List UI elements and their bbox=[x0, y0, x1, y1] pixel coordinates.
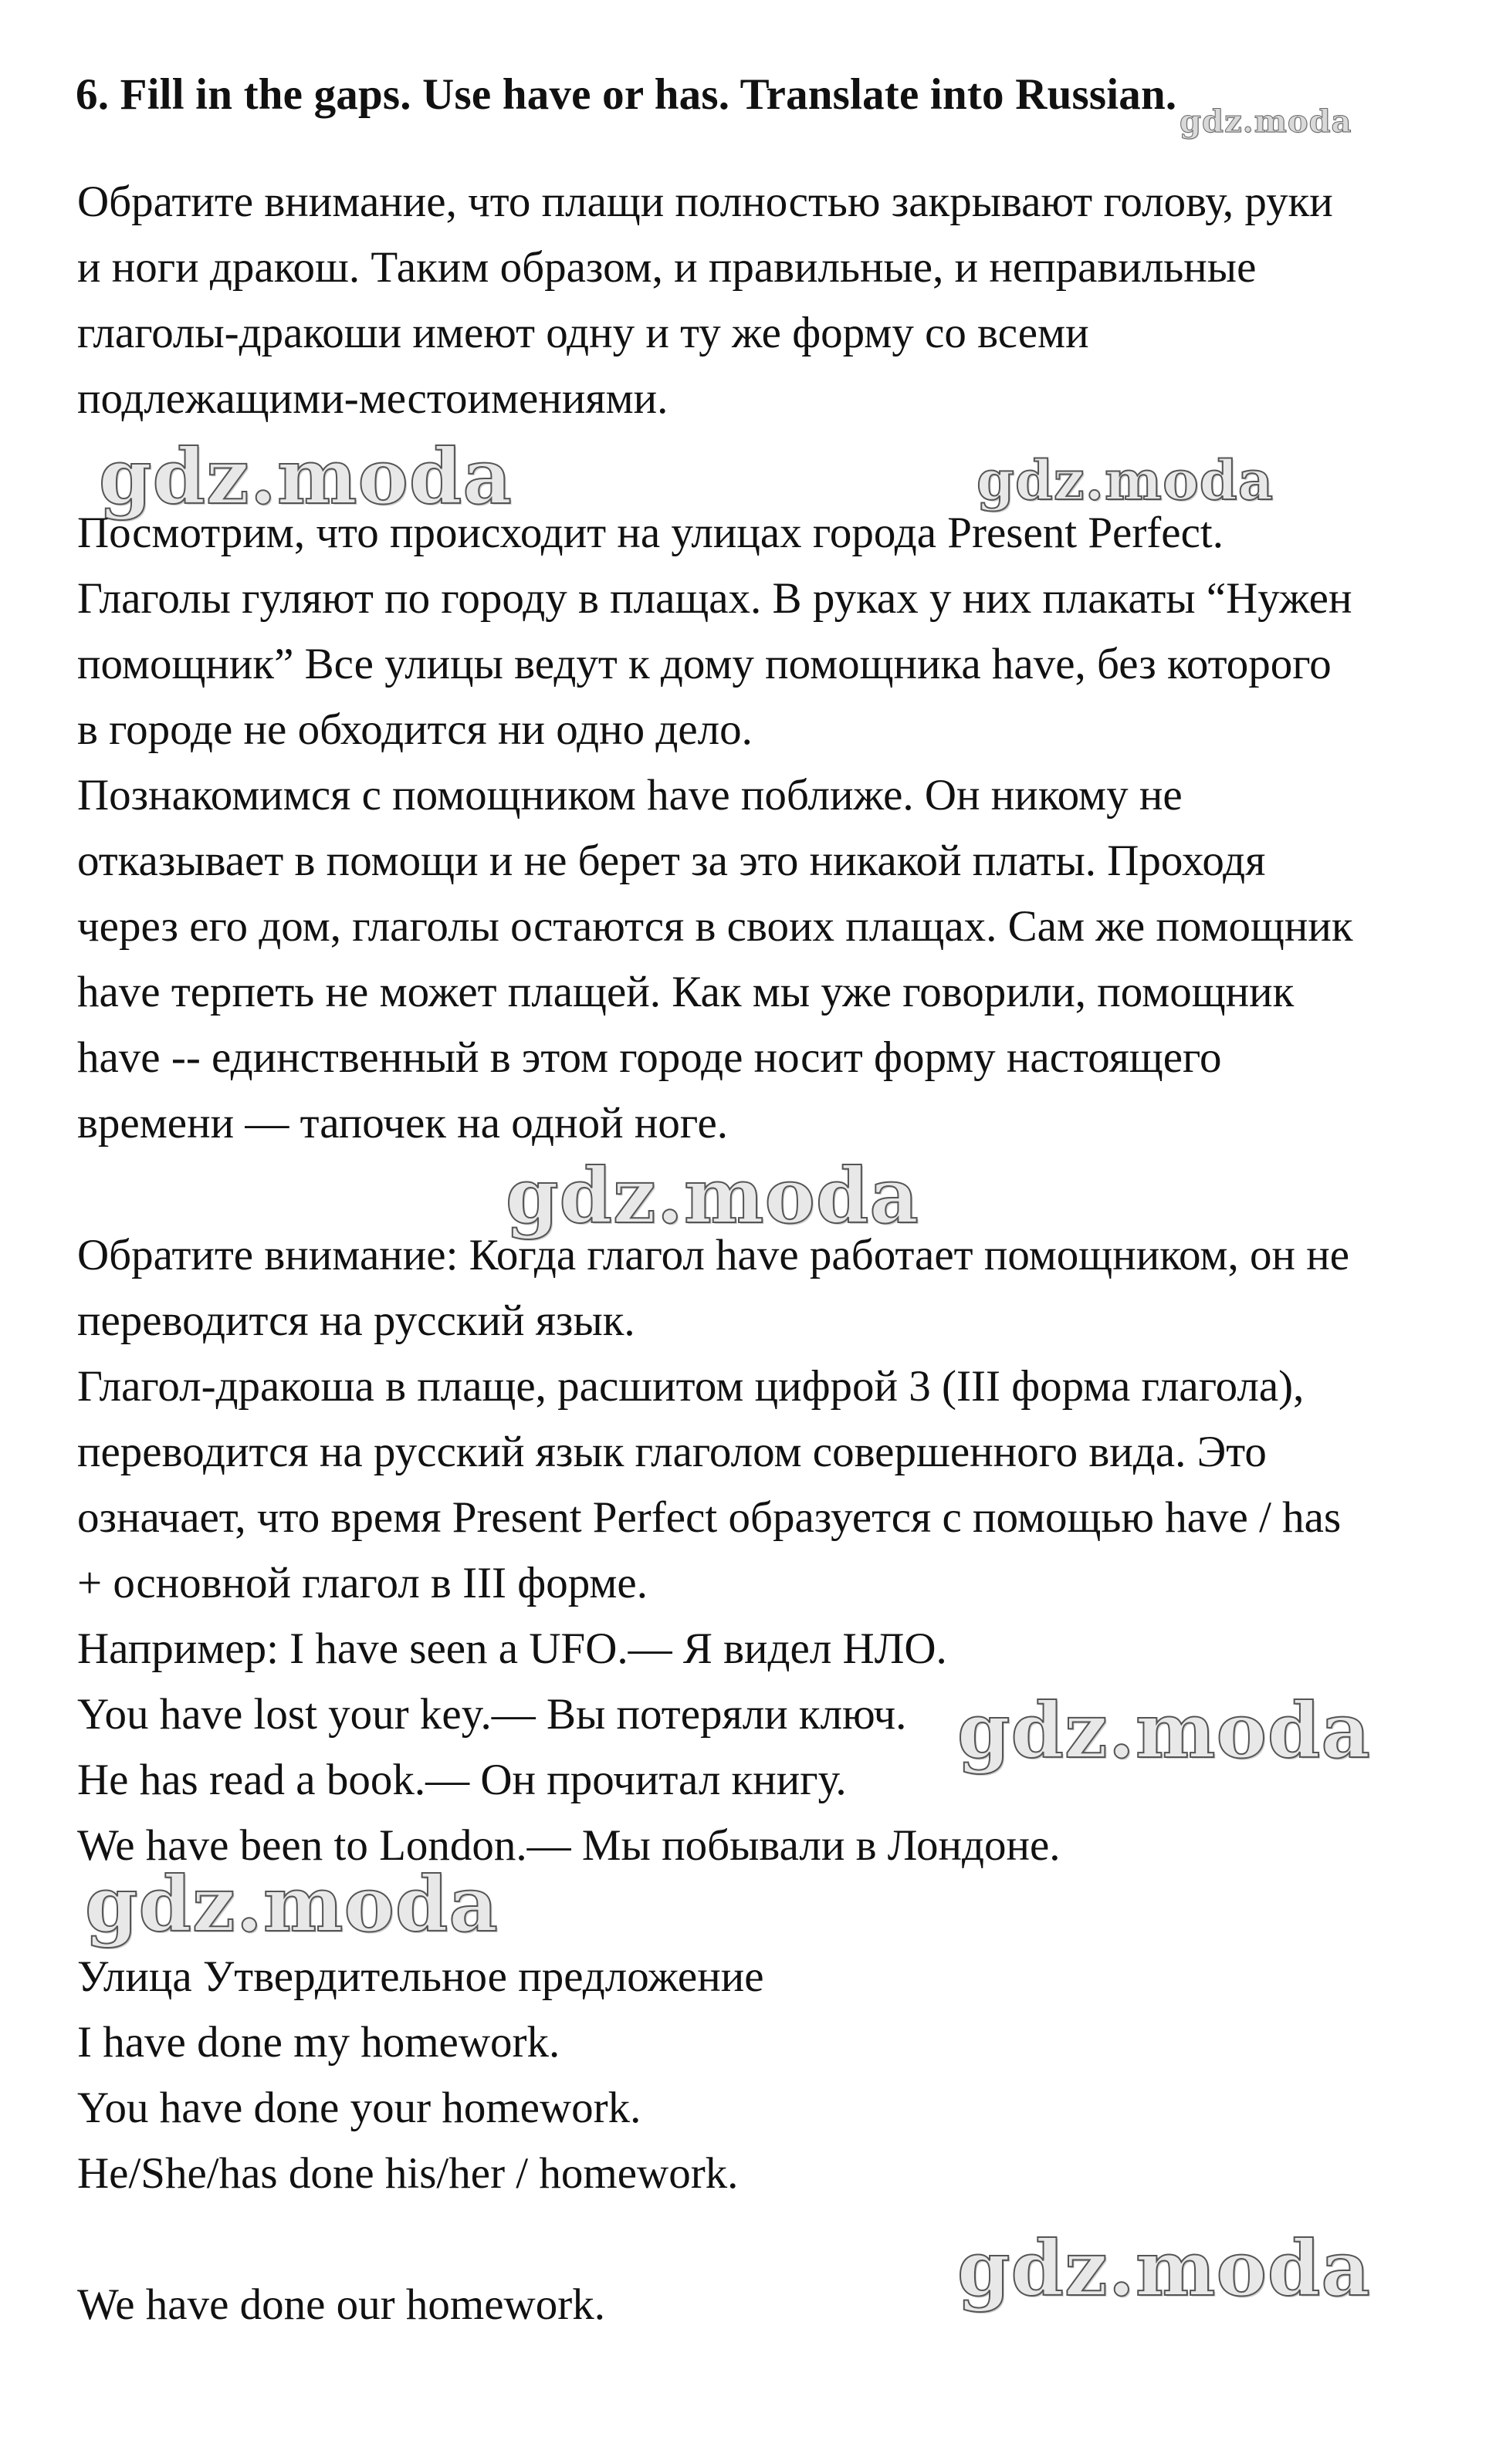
text-line: Например: I have seen a UFO.— Я видел НЛО. bbox=[77, 1624, 947, 1673]
text-line: переводится на русский язык глаголом совершенного вида. Это bbox=[77, 1428, 1267, 1476]
watermark: gdz.moda bbox=[976, 448, 1274, 512]
text-line: времени — тапочек на одной ноге. bbox=[77, 1099, 729, 1148]
text-line: have терпеть не может плащей. Как мы уже говорили, помощник bbox=[77, 968, 1295, 1016]
watermark: gdz.moda bbox=[1180, 103, 1352, 140]
text-line: переводится на русский язык. bbox=[77, 1296, 635, 1345]
text-line: помощник” Все улицы ведут к дому помощника have, без которого bbox=[77, 640, 1332, 688]
text-line: Глагол-дракоша в плаще, расшитом цифрой 3 (III форма глагола), bbox=[77, 1362, 1305, 1411]
text-line: I have done my homework. bbox=[77, 2018, 560, 2067]
text-line: в городе не обходится ни одно дело. bbox=[77, 705, 753, 754]
text-line: Глаголы гуляют по городу в плащах. В руках у них плакаты “Нужен bbox=[77, 574, 1352, 623]
text-line: Улица Утвердительное предложение bbox=[77, 1952, 764, 2001]
watermark: gdz.moda bbox=[957, 2225, 1371, 2314]
text-line: Обратите внимание: Когда глагол have работает помощником, он не bbox=[77, 1231, 1350, 1279]
text-line: Обратите внимание, что плащи полностью закрывают голову, руки bbox=[77, 177, 1333, 226]
text-line: + основной глагол в III форме. bbox=[77, 1559, 648, 1607]
text-line: подлежащими-местоимениями. bbox=[77, 374, 668, 423]
text-line: He/She/has done his/her / homework. bbox=[77, 2149, 739, 2198]
watermark: gdz.moda bbox=[99, 433, 513, 522]
text-line: have -- единственный в этом городе носит форму настоящего bbox=[77, 1033, 1222, 1082]
text-line: через его дом, глаголы остаются в своих плащах. Сам же помощник bbox=[77, 902, 1353, 951]
watermark: gdz.moda bbox=[85, 1861, 499, 1949]
text-line: We have been to London.— Мы побывали в Лондоне. bbox=[77, 1821, 1061, 1870]
watermark: gdz.moda bbox=[506, 1152, 919, 1241]
text-line: You have lost your key.— Вы потеряли ключ. bbox=[77, 1690, 907, 1739]
text-line: You have done your homework. bbox=[77, 2084, 641, 2132]
text-line: и ноги дракош. Таким образом, и правильные, и неправильные bbox=[77, 243, 1257, 292]
watermark: gdz.moda bbox=[957, 1687, 1371, 1776]
text-line: We have done our homework. bbox=[77, 2280, 605, 2329]
text-line: Посмотрим, что происходит на улицах города Present Perfect. bbox=[77, 509, 1224, 557]
text-line: глаголы-дракоши имеют одну и ту же форму со всеми bbox=[77, 309, 1089, 357]
text-line: He has read a book.— Он прочитал книгу. bbox=[77, 1756, 847, 1804]
text-line: отказывает в помощи и не берет за это никакой платы. Проходя bbox=[77, 837, 1266, 885]
text-line: означает, что время Present Perfect образуется с помощью have / has bbox=[77, 1493, 1342, 1542]
exercise-title: 6. Fill in the gaps. Use have or has. Translate into Russian. bbox=[76, 70, 1177, 119]
text-line: Познакомимся с помощником have поближе. Он никому не bbox=[77, 771, 1183, 820]
